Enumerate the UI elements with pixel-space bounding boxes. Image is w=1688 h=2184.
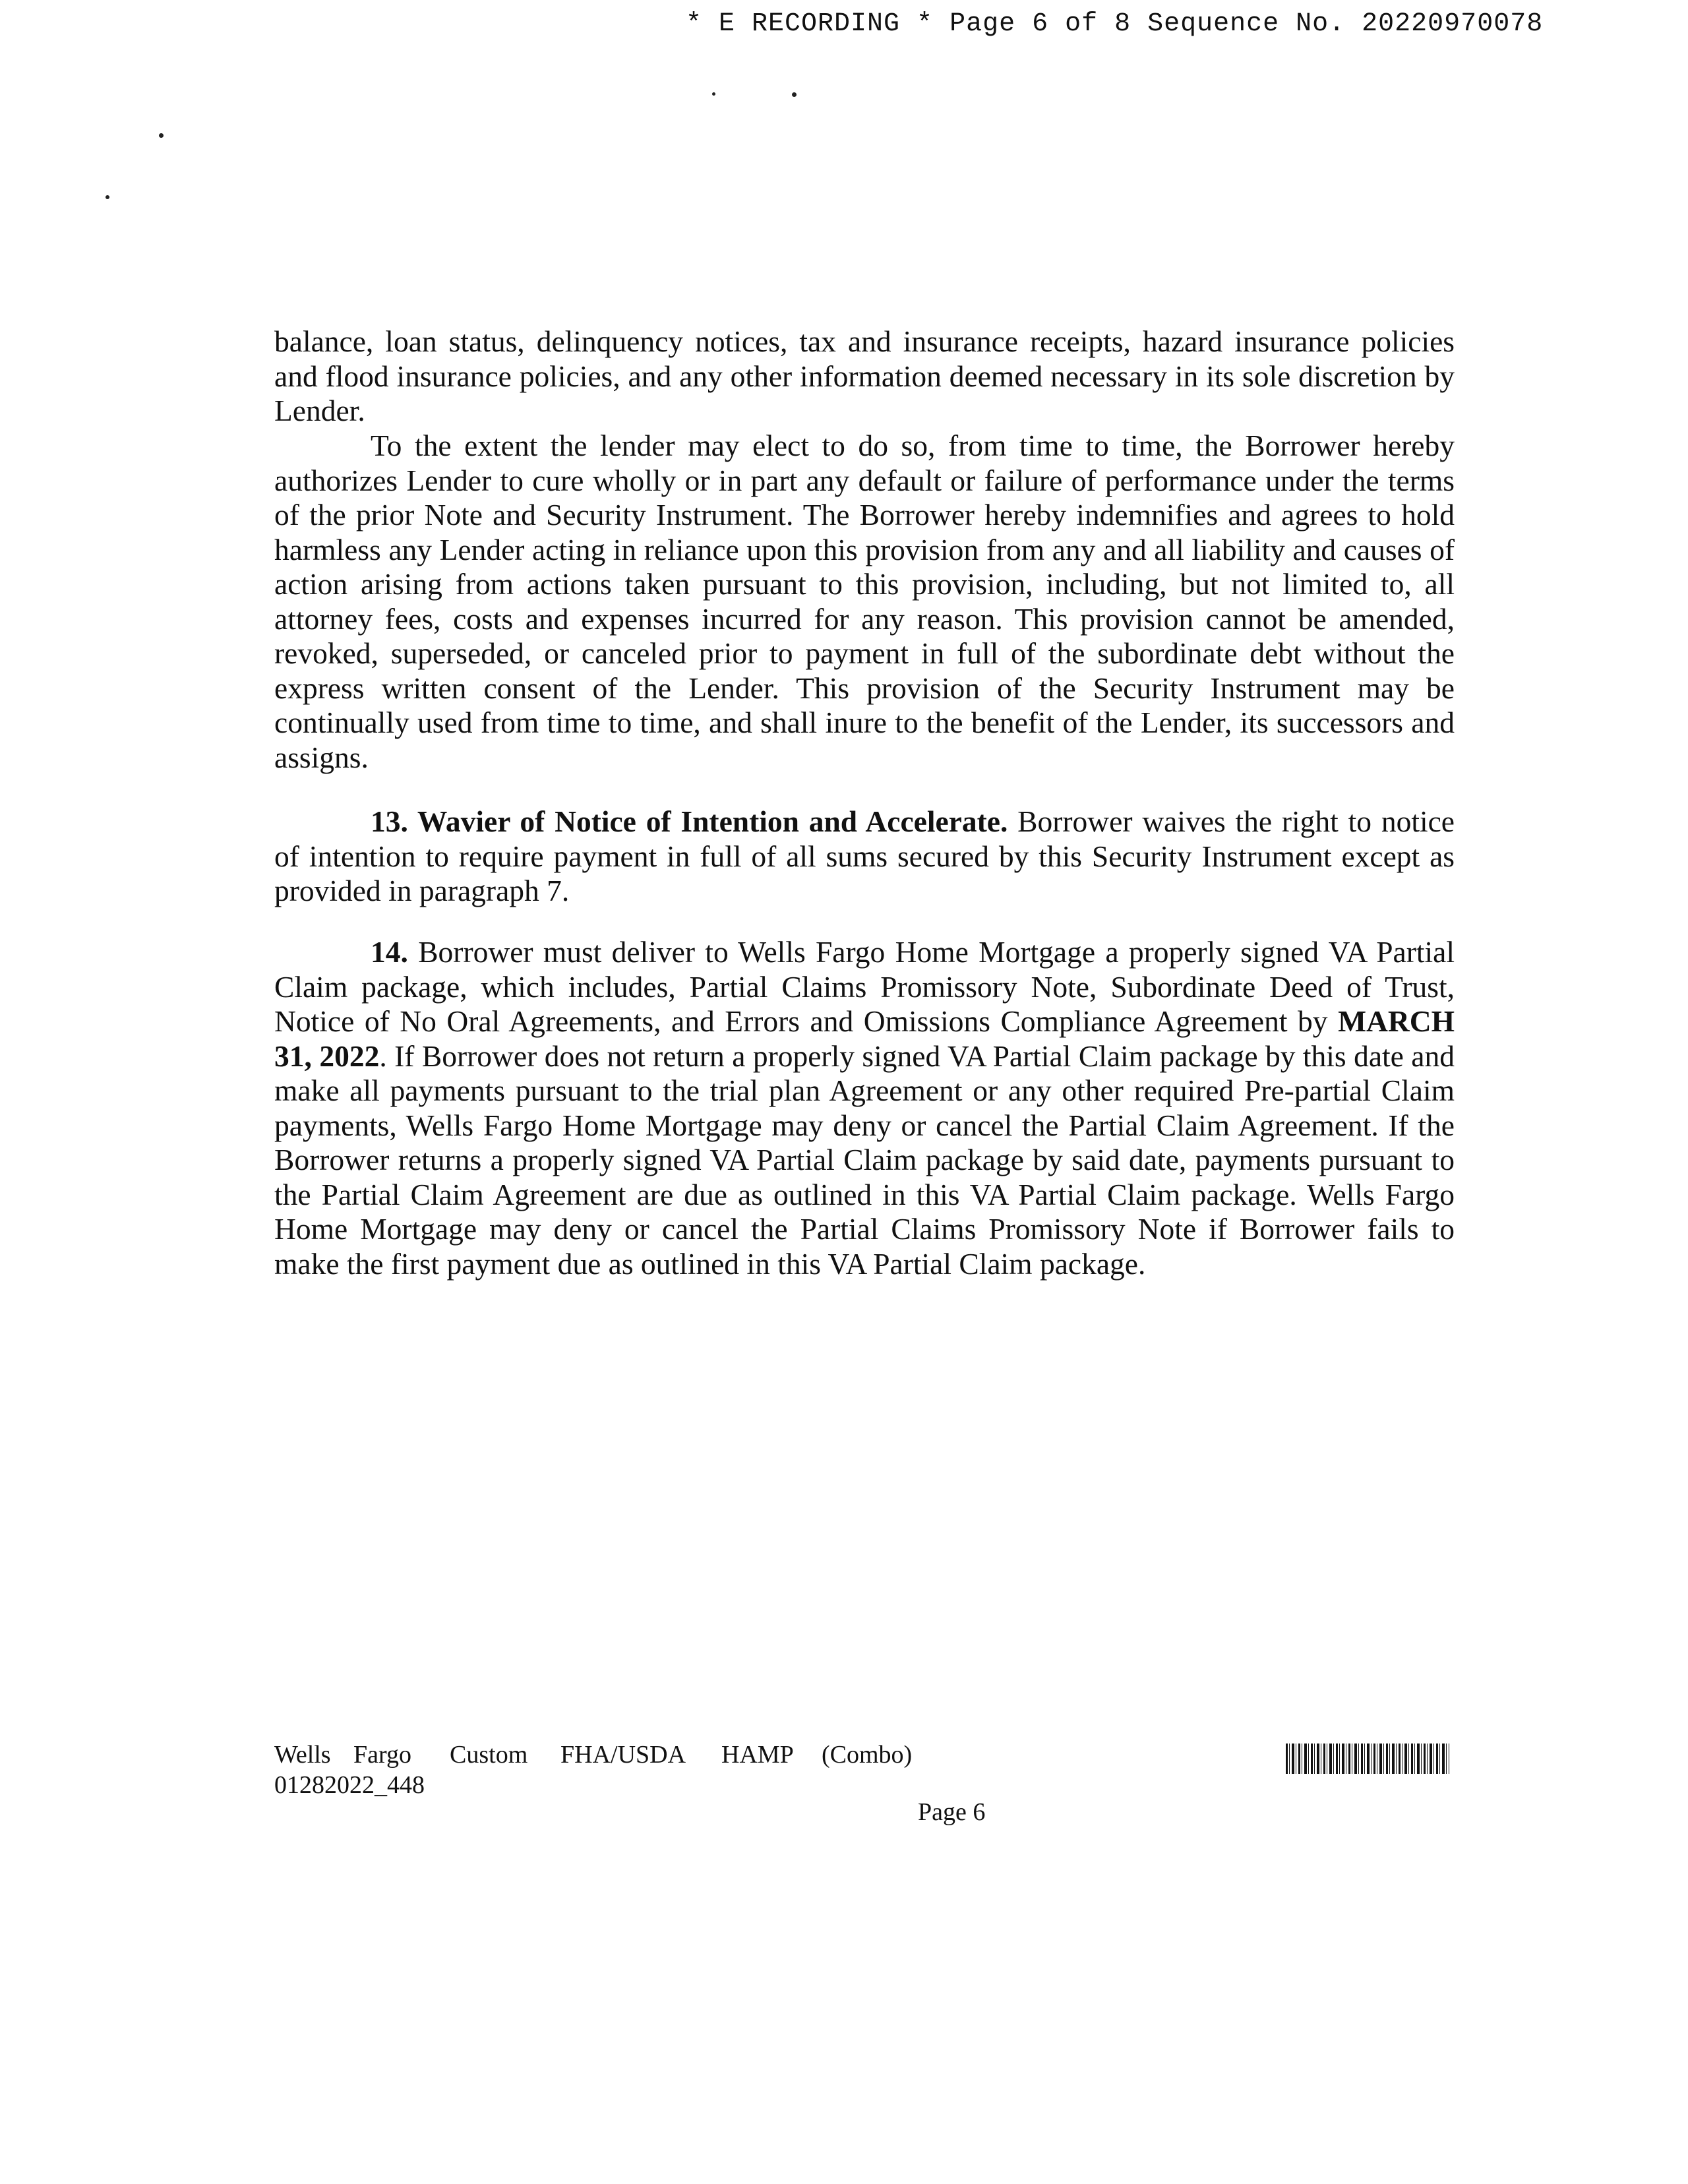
footer-document-info: [274, 1740, 927, 1800]
page-number: Page 6: [918, 1798, 986, 1826]
paragraph-cure-default: To the extent the lender may elect to do so, from time to time, the Borrower hereby authorizes Lender to cure wholly or in part any default or failure of performance under the terms of the prior Note and Security Instrument. The Borrower hereby indemnifies and agrees to hold harmless any Lender acting in reliance upon this provision from any and all liability and causes of action arising from actions taken pursuant to this provision, including, but not limited to, all attorney fees, costs and expenses incurred for any reason. This provision cannot be amended, revoked, superseded, or canceled prior to payment in full of the subordinate debt without the express written consent of the Lender. This provision of the Security Instrument may be continually used from time to time, and shall inure to the benefit of the Lender, its successors and assigns.: [274, 429, 1455, 774]
barcode: [1286, 1744, 1449, 1774]
footer-title: [274, 1740, 927, 1770]
scan-speck: [712, 92, 715, 96]
footer-title-word: FHA/USDA: [560, 1741, 686, 1769]
section-14: [274, 935, 1455, 1281]
footer-title-word: (Combo): [822, 1741, 913, 1769]
footer-title-word: HAMP: [721, 1741, 794, 1769]
section-14-deadline: MARCH 31, 2022: [274, 1004, 1455, 1073]
scan-speck: [106, 195, 109, 199]
section-13-text: Borrower waives the right to notice of intention to require payment in full of all sums secured by this Security Instrument except as provided in paragraph 7.: [274, 804, 1455, 907]
section-14-text: Borrower must deliver to Wells Fargo Home Mortgage a properly signed VA Partial Claim package, which includes, Partial Claims Promissory Note, Subordinate Deed of Trust, Notice of No Oral Agreements, and Errors and Omissions Compliance Agreement by: [274, 935, 1455, 1038]
footer-doc-code: 01282022_448: [274, 1771, 425, 1799]
footer-title-word: Custom: [450, 1741, 528, 1769]
scan-speck: [792, 92, 797, 97]
recording-header: * E RECORDING * Page 6 of 8 Sequence No. 20220970078: [686, 9, 1544, 39]
footer-title-word: Fargo: [353, 1741, 411, 1769]
footer-title-word: Wells: [274, 1741, 331, 1769]
section-13: [274, 804, 1455, 909]
section-13-heading: 13. Wavier of Notice of Intention and Accelerate.: [371, 804, 1008, 838]
section-14-text-continued: . If Borrower does not return a properly signed VA Partial Claim package by this date and make all payments pursuant to the trial plan Agreement or any other required Pre-partial Claim payments, Wells Fargo Home Mortgage may deny or cancel the Partial Claim Agreement. If the Borrower returns a properly signed VA Partial Claim package by said date, payments pursuant to the Partial Claim Agreement are due as outlined in this VA Partial Claim package. Wells Fargo Home Mortgage may deny or cancel the Partial Claims Promissory Note if Borrower fails to make the first payment due as outlined in this VA Partial Claim package.: [274, 1039, 1455, 1281]
section-14-number: 14.: [371, 935, 408, 969]
paragraph-continued: balance, loan status, delinquency notices, tax and insurance receipts, hazard insurance policies and flood insurance policies, and any other information deemed necessary in its sole discretion by Lender.: [274, 324, 1455, 427]
scan-speck: [159, 133, 164, 138]
